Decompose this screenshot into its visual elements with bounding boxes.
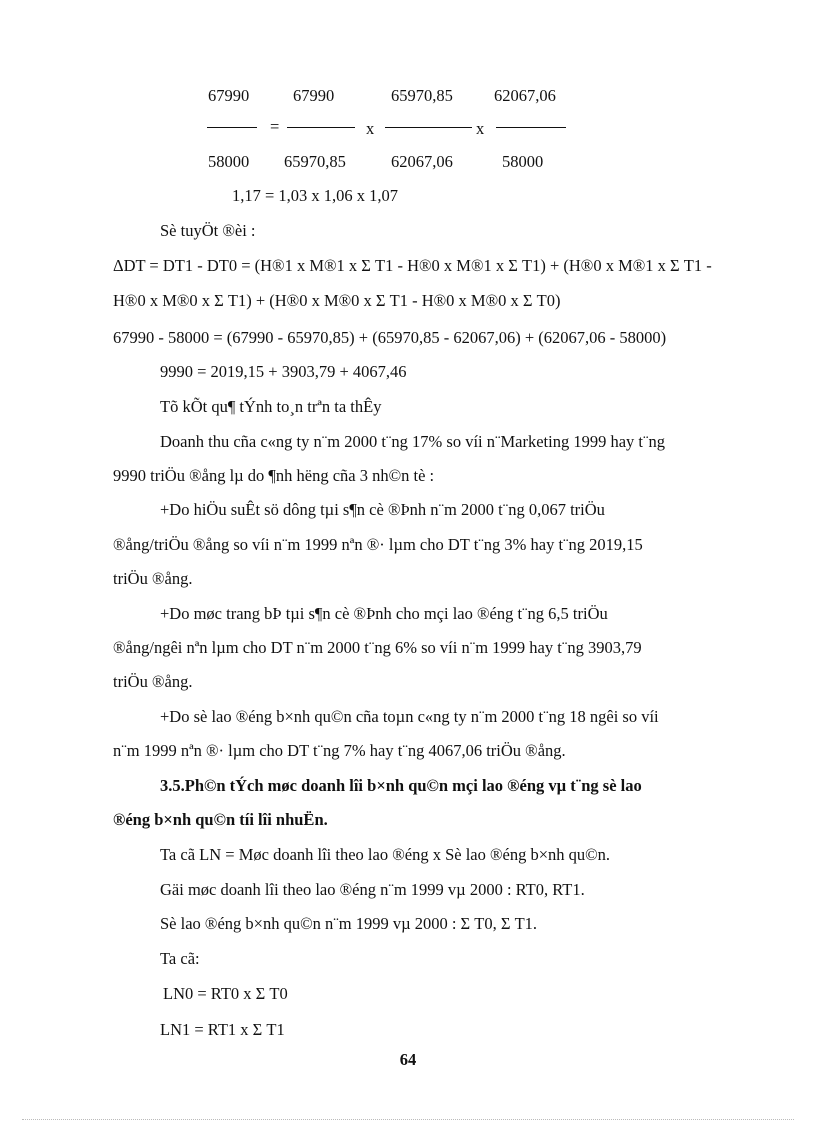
text-line: triÖu ®ång. — [113, 569, 193, 588]
text-line: Tõ kÕt qu¶ tÝnh to¸n trªn ta thÊy — [160, 397, 382, 416]
text-line: Doanh thu cña c«ng ty n¨m 2000 t¨ng 17% so víi n¨Marketing 1999 hay t¨ng — [160, 432, 665, 451]
text-line: Sè tuyÖt ®èi : — [160, 221, 256, 240]
fraction-numerator: 67990 — [208, 86, 250, 105]
text-line: ΔDT = DT1 - DT0 = (H®1 x M®1 x Σ T1 - H®0 x M®1 x Σ T1) + (H®0 x M®1 x Σ T1 - — [113, 256, 712, 275]
text-line: +Do møc trang bÞ tµi s¶n cè ®Þnh cho mçi lao ®éng t¨ng 6,5 triÖu — [160, 604, 608, 623]
fraction-denominator: 65970,85 — [284, 152, 346, 171]
fraction-denominator: 58000 — [502, 152, 544, 171]
formula-line: LN0 = RT0 x Σ T0 — [163, 984, 288, 1003]
fraction-bar — [385, 127, 472, 128]
text-line: +Do hiÖu suÊt sö dông tµi s¶n cè ®Þnh n¨m 2000 t¨ng 0,067 triÖu — [160, 500, 605, 519]
text-line: Sè lao ®éng b×nh qu©n n¨m 1999 vµ 2000 : Σ T0, Σ T1. — [160, 914, 538, 933]
text-line: 67990 - 58000 = (67990 - 65970,85) + (65970,85 - 62067,06) + (62067,06 - 58000) — [113, 328, 667, 347]
fraction-numerator: 67990 — [293, 86, 335, 105]
text-line: 9990 = 2019,15 + 3903,79 + 4067,46 — [160, 362, 407, 381]
text-line: triÖu ®ång. — [113, 672, 193, 691]
formula-line: LN1 = RT1 x Σ T1 — [160, 1020, 285, 1039]
fraction-numerator: 65970,85 — [391, 86, 453, 105]
text-line: +Do sè lao ®éng b×nh qu©n cña toµn c«ng ty n¨m 2000 t¨ng 18 ngêi so víi — [160, 707, 659, 726]
text-line: Gäi møc doanh lîi theo lao ®éng n¨m 1999 vµ 2000 : RT0, RT1. — [160, 880, 585, 899]
fraction-bar — [287, 127, 355, 128]
fraction-denominator: 62067,06 — [391, 152, 453, 171]
section-heading: 3.5.Ph©n tÝch møc doanh lîi b×nh qu©n mçi lao ®éng vµ t¨ng sè lao — [160, 776, 642, 795]
text-line: ®ång/triÖu ®ång so víi n¨m 1999 nªn ®· lµm cho DT t¨ng 3% hay t¨ng 2019,15 — [113, 535, 643, 554]
equals-sign: = — [270, 117, 280, 136]
section-heading: ®éng b×nh qu©n tíi lîi nhuËn. — [113, 810, 328, 829]
text-line: Ta cã: — [160, 949, 200, 968]
multiply-sign: x — [476, 119, 485, 138]
text-line: Ta cã LN = Møc doanh lîi theo lao ®éng x Sè lao ®éng b×nh qu©n. — [160, 845, 611, 864]
page-bottom-border — [22, 1119, 794, 1120]
fraction-denominator: 58000 — [208, 152, 250, 171]
text-line: n¨m 1999 nªn ®· lµm cho DT t¨ng 7% hay t¨ng 4067,06 triÖu ®ång. — [113, 741, 566, 760]
fraction-bar — [496, 127, 566, 128]
multiply-sign: x — [366, 119, 375, 138]
text-line: H®0 x M®0 x Σ T1) + (H®0 x M®0 x Σ T1 - H®0 x M®0 x Σ T0) — [113, 291, 561, 310]
fraction-bar — [207, 127, 257, 128]
text-line: 9990 triÖu ®ång lµ do ¶nh hëng cña 3 nh©n tè : — [113, 466, 435, 485]
fraction-numerator: 62067,06 — [494, 86, 556, 105]
text-line: ®ång/ngêi nªn lµm cho DT n¨m 2000 t¨ng 6% so víi n¨m 1999 hay t¨ng 3903,79 — [113, 638, 642, 657]
equation-result: 1,17 = 1,03 x 1,06 x 1,07 — [232, 186, 399, 205]
page-number: 64 — [399, 1050, 417, 1069]
